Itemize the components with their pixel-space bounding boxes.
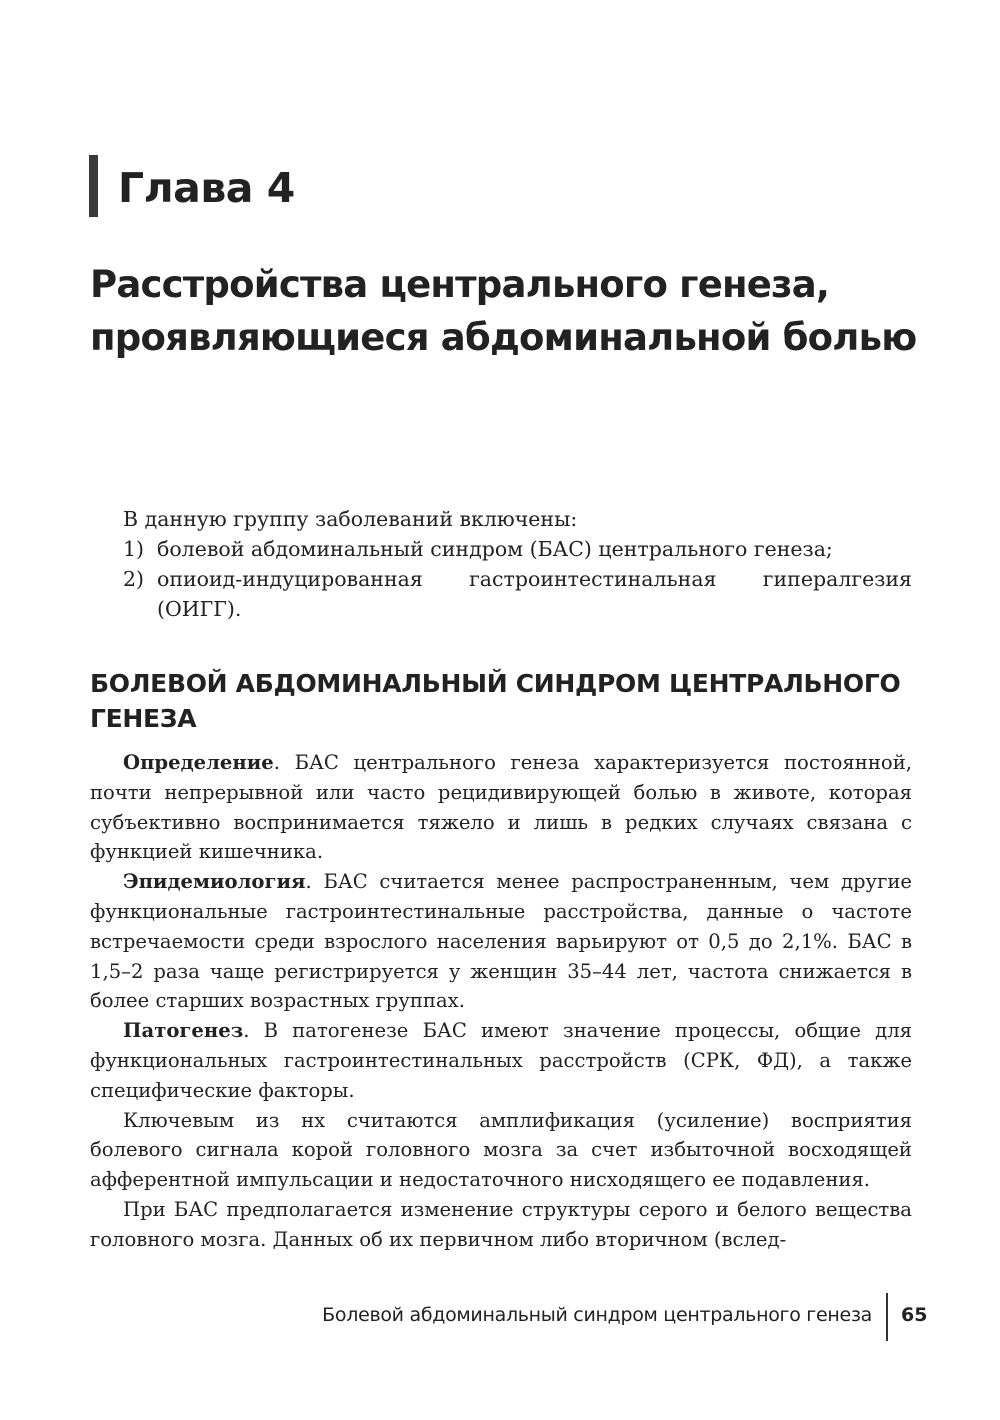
section-heading: БОЛЕВОЙ АБДОМИНАЛЬНЫЙ СИНДРОМ ЦЕНТРАЛЬНОГО ГЕНЕЗА (90, 669, 901, 733)
paragraph-amplification: Ключевым из нх считаются амплификация (усиление) восприятия болевого сигнала корой головного мозга за счет избыточной восходящей афферентной импульсации и недостаточного нисходящего ее подавления. (90, 1108, 912, 1192)
list-item (90, 534, 912, 564)
paragraph-brain-structure: При БАС предполагается изменение структуры серого и белого вещества головного мозга. Данных об их первичном либо вторичном (вслед- (90, 1197, 912, 1251)
list-item-number: 1) (123, 537, 145, 561)
paragraph-epidemiology (90, 867, 912, 1016)
section-body (90, 748, 912, 1255)
chapter-label: Глава 4 (118, 164, 295, 212)
list-item-number: 2) (123, 567, 145, 591)
intro-list (90, 534, 912, 624)
chapter-title: Расстройства центрального генеза, проявляющиеся абдоминальной болью (90, 263, 917, 359)
chapter-marker-bar (89, 155, 98, 217)
paragraph-definition (90, 748, 912, 867)
term-pathogenesis: Патогенез (123, 1019, 244, 1043)
paragraph-text: . БАС центрального генеза характеризуется постоянной, почти непрерывной или часто рецидивирующей болью в животе, которая субъективно воспринимается тяжело и лишь в редких случаях связана с функцией кишечника. (90, 751, 912, 864)
intro-lead: В данную группу заболеваний включены: (123, 507, 578, 531)
paragraph-pathogenesis (90, 1016, 912, 1105)
list-item (90, 564, 912, 624)
term-epidemiology: Эпидемиология (123, 870, 306, 894)
list-item-text: опиоид-индуцированная гастроинтестинальная гипералгезия (ОИГГ). (157, 567, 912, 621)
list-item-text: болевой абдоминальный синдром (БАС) центрального генеза; (157, 537, 833, 561)
footer-divider (886, 1293, 888, 1341)
paragraph-text: . БАС считается менее распространенным, чем другие функциональные гастроинтестинальные расстройства, данные о частоте встречаемости среди взрослого населения варьируют от 0,5 до 2,1%. БАС в 1,5–2 раза чаще регистрируется у женщин 35–44 лет, частота снижается в более старших возрастных группах. (90, 870, 912, 1013)
term-definition: Определение (123, 751, 274, 774)
paragraph-text: . В патогенезе БАС имеют значение процессы, общие для функциональных гастроинтестинальных расстройств (СРК, ФД), а также специфические факторы. (90, 1019, 912, 1102)
intro-block (90, 504, 912, 624)
page-number: 65 (901, 1304, 928, 1326)
running-footer-title: Болевой абдоминальный синдром центрального генеза (322, 1304, 872, 1326)
